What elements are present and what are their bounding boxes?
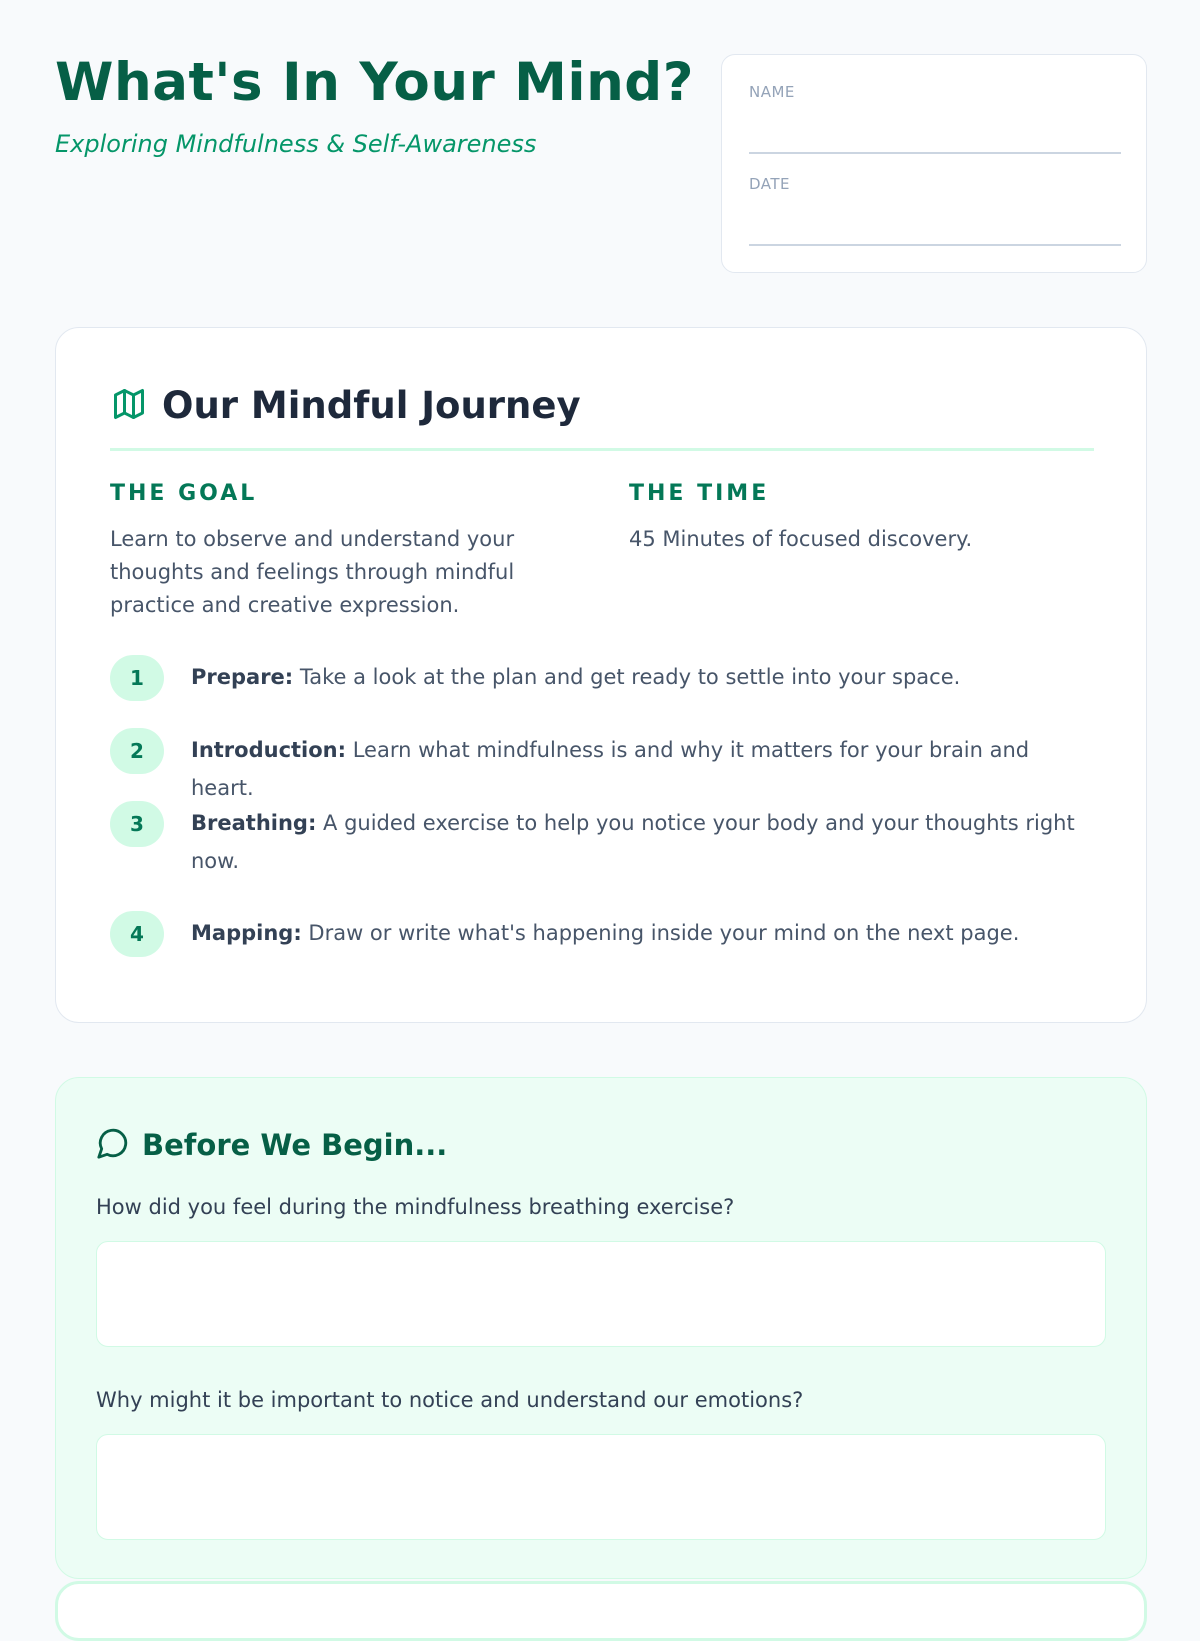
time-label: THE TIME [629, 481, 770, 506]
name-label: NAME [749, 83, 795, 101]
answer-box[interactable] [96, 1434, 1106, 1540]
answer-box[interactable] [96, 1241, 1106, 1347]
goal-text: Learn to observe and understand your thoughts and feelings through mindful practice and creative expression. [110, 527, 515, 617]
speech-bubble-icon [96, 1126, 130, 1164]
date-field[interactable] [749, 244, 1121, 246]
begin-title: Before We Begin... [142, 1128, 448, 1162]
step-title: Mapping: [191, 921, 302, 945]
journey-header [110, 384, 581, 427]
begin-header [96, 1126, 447, 1164]
step-number-badge: 4 [110, 911, 164, 957]
before-we-begin-section [55, 1077, 1147, 1579]
step-description: Draw or write what's happening inside your mind on the next page. [308, 921, 1020, 945]
step-title: Introduction: [191, 738, 347, 762]
next-section-card [55, 1581, 1147, 1641]
step-text [191, 914, 1091, 952]
step-number-badge: 2 [110, 728, 164, 774]
page-subtitle: Exploring Mindfulness & Self-Awareness [55, 130, 537, 158]
step-title: Prepare: [191, 665, 294, 689]
question-text: Why might it be important to notice and understand our emotions? [96, 1388, 804, 1412]
goal-label: THE GOAL [110, 481, 258, 506]
journey-card [55, 327, 1147, 1023]
step-description: Take a look at the plan and get ready to settle into your space. [299, 665, 961, 689]
step-text [191, 658, 1091, 696]
step-description: Learn what mindfulness is and why it matters for your brain and heart. [191, 738, 1030, 800]
date-label: DATE [749, 175, 791, 193]
student-info-box [721, 54, 1147, 273]
step-description: A guided exercise to help you notice your body and your thoughts right now. [191, 811, 1075, 873]
divider [110, 448, 1094, 451]
journey-title: Our Mindful Journey [162, 384, 581, 427]
step-number-badge: 3 [110, 801, 164, 847]
step-title: Breathing: [191, 811, 317, 835]
step-text [191, 731, 1091, 807]
time-text: 45 Minutes of focused discovery. [629, 527, 973, 551]
step-number-badge: 1 [110, 655, 164, 701]
step-text [191, 804, 1091, 880]
map-icon [110, 386, 148, 426]
page-title: What's In Your Mind? [55, 52, 694, 113]
question-text: How did you feel during the mindfulness breathing exercise? [96, 1195, 735, 1219]
name-field[interactable] [749, 152, 1121, 154]
